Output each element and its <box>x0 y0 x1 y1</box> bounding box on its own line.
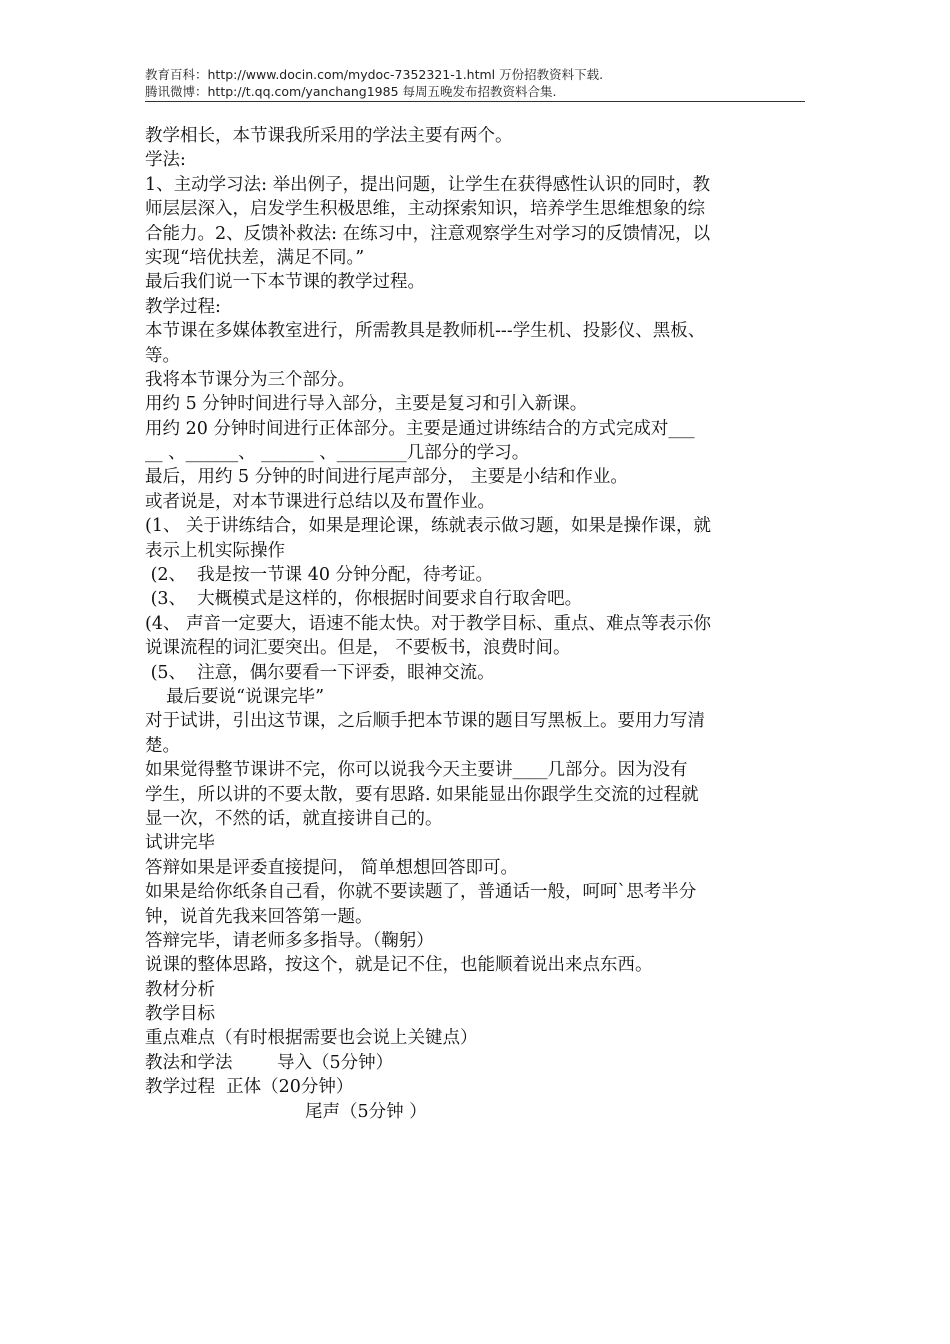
text-line: 教学相长，本节课我所采用的学法主要有两个。 <box>145 126 513 146</box>
text-line: 等。 <box>145 345 180 366</box>
text-line: 学法: <box>145 150 186 171</box>
outline-item: 尾声（5分钟 ） <box>305 1101 427 1122</box>
header-line-2: 腾讯微博：http://t.qq.com/yanchang1985 每周五晚发布招教资料合集. <box>145 84 557 99</box>
text-line: 答辩完毕，请老师多多指导。（鞠躬） <box>145 930 434 951</box>
text-line: (1、 关于讲练结合，如果是理论课，练就表示做习题，如果是操作课，就 <box>145 516 712 537</box>
text-line: 1、主动学习法: 举出例子，提出问题，让学生在获得感性认识的同时，教 <box>145 174 711 195</box>
text-line: 最后要说“说课完毕” <box>155 686 325 707</box>
text-line: 楚。 <box>145 735 180 756</box>
text-line: 说课流程的词汇要突出。但是， 不要板书，浪费时间。 <box>145 638 571 659</box>
text-line: 用约 5 分钟时间进行导入部分，主要是复习和引入新课。 <box>145 394 588 415</box>
outline-item: 教材分析 <box>145 979 215 1000</box>
text-line: 我将本节课分为三个部分。 <box>145 369 355 390</box>
text-line: 钟，说首先我来回答第一题。 <box>145 906 373 927</box>
text-line: (3、 大概模式是这样的，你根据时间要求自行取舍吧。 <box>145 589 583 610</box>
text-line: 对于试讲，引出这节课，之后顺手把本节课的题目写黑板上。要用力写清 <box>145 711 705 732</box>
outline-item: 教学目标 <box>145 1004 215 1025</box>
text-line: 教学过程: <box>145 296 221 317</box>
text-line: 合能力。2、反馈补救法: 在练习中，注意观察学生对学习的反馈情况，以 <box>145 223 711 244</box>
header-divider <box>145 101 805 102</box>
outline-item: 重点难点（有时根据需要也会说上关键点） <box>145 1028 478 1049</box>
text-line: 如果是给你纸条自己看，你就不要读题了，普通话一般，呵呵`思考半分 <box>145 882 697 903</box>
text-line: 或者说是，对本节课进行总结以及布置作业。 <box>145 491 495 512</box>
header-line-1: 教育百科：http://www.docin.com/mydoc-7352321-1.html 万份招教资料下载. <box>145 67 604 82</box>
outline-item: 教法和学法 导入（5分钟） <box>145 1052 394 1073</box>
text-line: (2、 我是按一节课 40 分钟分配，待考证。 <box>145 565 494 586</box>
text-line: 师层层深入，启发学生积极思维，主动探索知识，培养学生思维想象的综 <box>145 199 705 220</box>
text-line: 本节课在多媒体教室进行，所需教具是教师机---学生机、投影仪、黑板、 <box>145 321 706 342</box>
text-line: 用约 20 分钟时间进行正体部分。主要是通过讲练结合的方式完成对___ <box>145 418 695 439</box>
text-line: __ 、______、 ______ 、________几部分的学习。 <box>145 443 530 464</box>
outline-item: 教学过程 正体（20分钟） <box>145 1077 354 1098</box>
text-line: 显一次，不然的话，就直接讲自己的。 <box>145 808 443 829</box>
text-line: 学生，所以讲的不要太散，要有思路. 如果能显出你跟学生交流的过程就 <box>145 784 699 805</box>
text-line: 答辩如果是评委直接提问， 简单想想回答即可。 <box>145 857 519 878</box>
text-line: (4、 声音一定要大，语速不能太快。对于教学目标、重点、难点等表示你 <box>145 613 712 634</box>
text-line: 实现“培优扶差，满足不同。” <box>145 247 365 268</box>
text-line: 表示上机实际操作 <box>145 540 285 561</box>
text-line: (5、 注意，偶尔要看一下评委，眼神交流。 <box>145 662 495 683</box>
page-header <box>145 66 805 100</box>
text-line: 如果觉得整节课讲不完，你可以说我今天主要讲____几部分。因为没有 <box>145 760 688 781</box>
text-line: 最后，用约 5 分钟的时间进行尾声部分， 主要是小结和作业。 <box>145 467 628 488</box>
text-line: 最后我们说一下本节课的教学过程。 <box>145 272 425 293</box>
document-body <box>145 124 825 1124</box>
text-line: 试讲完毕 <box>145 833 215 854</box>
text-line: 说课的整体思路，按这个，就是记不住，也能顺着说出来点东西。 <box>145 955 653 976</box>
